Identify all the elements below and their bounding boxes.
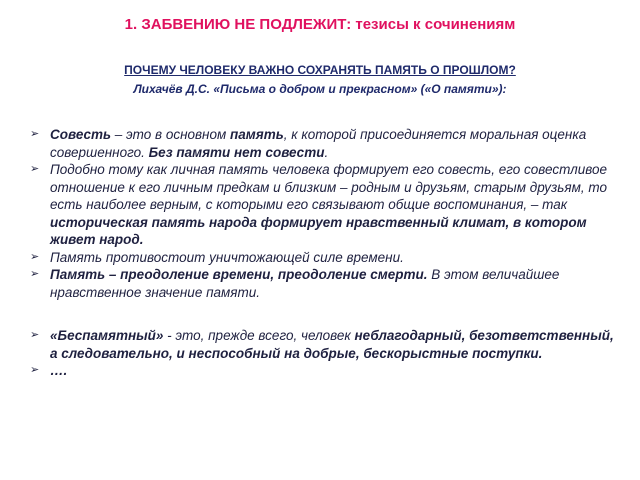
thesis-2-conclusion: историческая память народа формирует нравственный климат, в котором живет народ. [50, 214, 587, 247]
checkmark-bullet-icon: ➢ [30, 250, 40, 263]
thesis-1-keyword: Совесть [50, 127, 112, 142]
thesis-item-2 [30, 161, 620, 249]
thesis-1-conclusion: Без памяти нет совести [148, 144, 325, 160]
thesis-5-text: - это, прежде всего, человек [163, 328, 355, 343]
thesis-item-1 [30, 126, 620, 161]
thesis-1-end: . [324, 144, 329, 160]
thesis-4-text: В этом величайшее нравственное значение памяти. [50, 267, 560, 300]
thesis-3-text: Память противостоит уничтожающей силе времени. [50, 249, 404, 265]
checkmark-bullet-icon: ➢ [30, 329, 40, 341]
thesis-item-6 [30, 362, 620, 380]
thesis-1-text-cont: , к которой присоединяется моральная оценка совершенного. [50, 127, 587, 160]
source-citation: Лихачёв Д.С. «Письма о добром и прекрасном» («О памяти»): [133, 82, 507, 96]
checkmark-bullet-icon: ➢ [30, 268, 40, 280]
thesis-item-3 [30, 249, 620, 267]
thesis-6-ellipsis: …. [50, 363, 68, 378]
checkmark-bullet-icon: ➢ [30, 364, 40, 376]
thesis-4-keyword: Память – преодоление времени, преодоление смерти. [50, 267, 428, 282]
thesis-2-text: Подобно тому как личная память человека формирует его совесть, его совестливое отношение к его личным предкам и близким – родным и друзьям, старым друзьям, то есть наиболее верным, с которыми его связывают общие воспоминания, – так [50, 162, 608, 212]
checkmark-bullet-icon: ➢ [30, 128, 40, 140]
thesis-list [30, 126, 620, 380]
thesis-5-conclusion: неблагодарный, безответственный, а следовательно, и неспособный на добрые, бескорыстные поступки. [50, 328, 614, 361]
checkmark-bullet-icon: ➢ [30, 163, 40, 175]
thesis-1-text: – это в основном [111, 127, 230, 142]
page-title: 1. ЗАБВЕНИЮ НЕ ПОДЛЕЖИТ: тезисы к сочинениям [124, 16, 516, 33]
thesis-1-memory: память [230, 127, 284, 142]
thesis-item-4 [30, 266, 620, 301]
thesis-item-5 [30, 327, 620, 362]
thesis-5-keyword: «Беспамятный» [50, 328, 164, 343]
question-heading: ПОЧЕМУ ЧЕЛОВЕКУ ВАЖНО СОХРАНЯТЬ ПАМЯТЬ О ПРОШЛОМ? [124, 63, 516, 77]
